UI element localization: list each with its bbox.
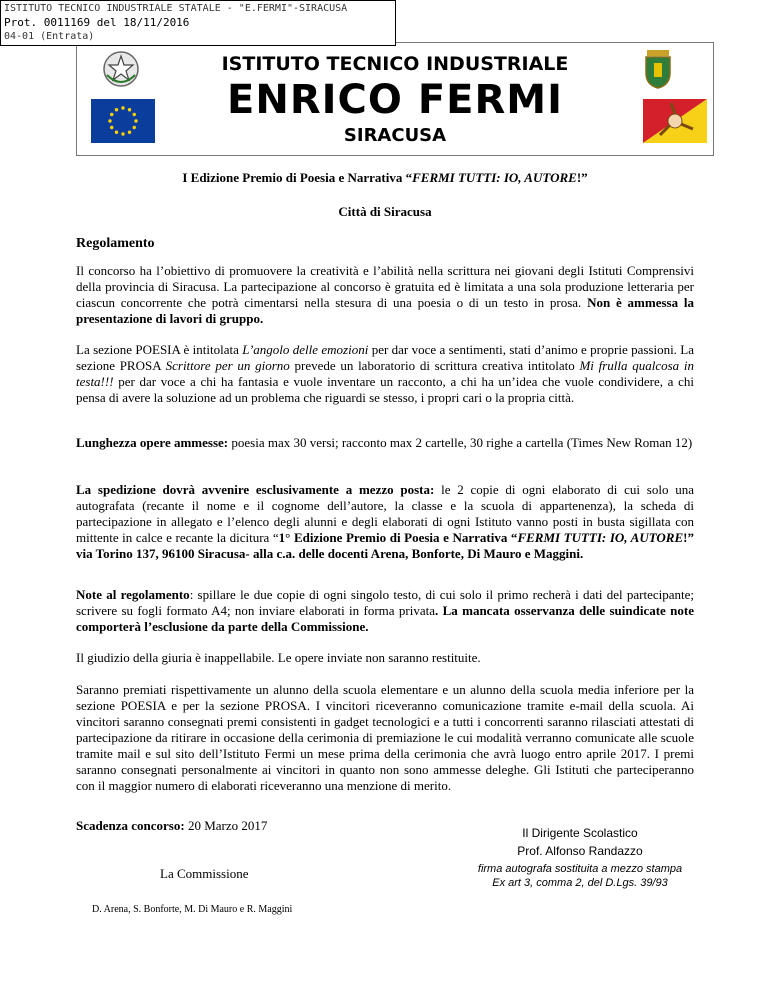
- section-title: Regolamento: [76, 236, 155, 251]
- sicily-flag-icon: [643, 99, 707, 143]
- signature-note: firma autografa sostituita a mezzo stampa: [477, 863, 683, 875]
- commission-label: La Commissione: [160, 866, 249, 881]
- stamp-category: 04-01 (Entrata): [4, 31, 95, 42]
- school-banner: [76, 42, 714, 156]
- signature-legal-ref: Ex art 3, comma 2, del D.Lgs. 39/93: [492, 877, 668, 889]
- dirigente-name: Prof. Alfonso Randazzo: [517, 844, 643, 858]
- banner-school-name: ENRICO FERMI: [227, 77, 563, 123]
- siracusa-coat-of-arms-icon: [643, 49, 673, 89]
- paragraph-notes: Note al regolamento: spillare le due copie di ogni singolo testo, di cui solo il primo recherà i dati del partecipante; scrivere su fogli formato A4; non inviare elaborati in forma privata. La mancata osservanza delle suindicate note comporterà l’esclusione da parte della Commissione.: [76, 587, 694, 634]
- paragraph-objective: Il concorso ha l’obiettivo di promuovere la creatività e l’abilità nella scrittura nei giovani degli Istituti Comprensivi della provincia di Siracusa. La partecipazione al concorso è gratuita ed è limitata a una sola produzione letteraria per ciascun concorrente che potrà cimentarsi nella stesura di una poesia o di un testo in prosa. Non è ammessa la presentazione di lavori di gruppo.: [76, 263, 695, 326]
- city-subtitle: Città di Siracusa: [338, 204, 432, 219]
- stamp-protocol-number: Prot. 0011169 del 18/11/2016: [4, 16, 190, 29]
- dirigente-title: Il Dirigente Scolastico: [522, 826, 638, 840]
- paragraph-length: Lunghezza opere ammesse: poesia max 30 versi; racconto max 2 cartelle, 30 righe a cartella (Times New Roman 12): [76, 435, 693, 450]
- paragraph-shipping: La spedizione dovrà avvenire esclusivamente a mezzo posta: le 2 copie di ogni elaborato di cui solo una autografata (recante il nome e il cognome dell’autore, la classe e la scuola di appartenenza), la scheda di partecipazione in allegato e l’elenco degli alunni e degli elaborati di ogni Istituto vanno posti in busta sigillata con mittente in calce e recante la dicitura “1° Edizione Premio di Poesia e Narrativa “FERMI TUTTI: IO, AUTORE!” via Torino 137, 96100 Siracusa- alla c.a. delle docenti Arena, Bonforte, Di Mauro e Maggini.: [76, 482, 694, 561]
- document-title: I Edizione Premio di Poesia e Narrativa “FERMI TUTTI: IO, AUTORE!”: [182, 170, 588, 185]
- banner-line-1: ISTITUTO TECNICO INDUSTRIALE: [221, 53, 569, 75]
- protocol-stamp: [0, 0, 396, 46]
- commission-members: D. Arena, S. Bonforte, M. Di Mauro e R. Maggini: [92, 904, 293, 915]
- deadline: Scadenza concorso: 20 Marzo 2017: [76, 818, 268, 833]
- stamp-institute: ISTITUTO TECNICO INDUSTRIALE STATALE - "E.FERMI"-SIRACUSA: [4, 3, 348, 14]
- paragraph-sections: La sezione POESIA è intitolata L’angolo delle emozioni per dar voce a sentimenti, stati d’animo e proprie passioni. La sezione PROSA Scrittore per un giorno prevede un laboratorio di scrittura creativa intitolato Mi frulla qualcosa in testa!!! per dar voce a chi ha fantasia e vuole inventare un racconto, a chi ha un’idea che vuole condividere, a chi pensa di avere la soluzione ad un problema che riguardi se stesso, i propri cari o la propria città.: [76, 342, 695, 405]
- paragraph-prizes: Saranno premiati rispettivamente un alunno della scuola elementare e un alunno della scuola media inferiore per la sezione POESIA e per la sezione PROSA. I vincitori riceveranno comunicazione tramite e-mail della scuola. Ai vincitori saranno consegnati premi consistenti in gadget tecnologici e a tutti i concorrenti saranno rilasciati attestati di partecipazione da ritirare in occasione della cerimonia di premiazione le cui modalità verranno comunicate alle scuole tramite mail e sul sito dell’Istituto Fermi un mese prima della cerimonia che avrà luogo entro aprile 2017. I premi saranno consegnati personalmente ai vincitori in quanto non sono ammesse deleghe. Gli Istituti che parteciperanno con il maggior numero di elaborati riceveranno una menzione di merito.: [76, 682, 694, 793]
- paragraph-judgement: Il giudizio della giuria è inappellabile. Le opere inviate non saranno restituite.: [76, 650, 481, 665]
- banner-city: SIRACUSA: [343, 125, 447, 146]
